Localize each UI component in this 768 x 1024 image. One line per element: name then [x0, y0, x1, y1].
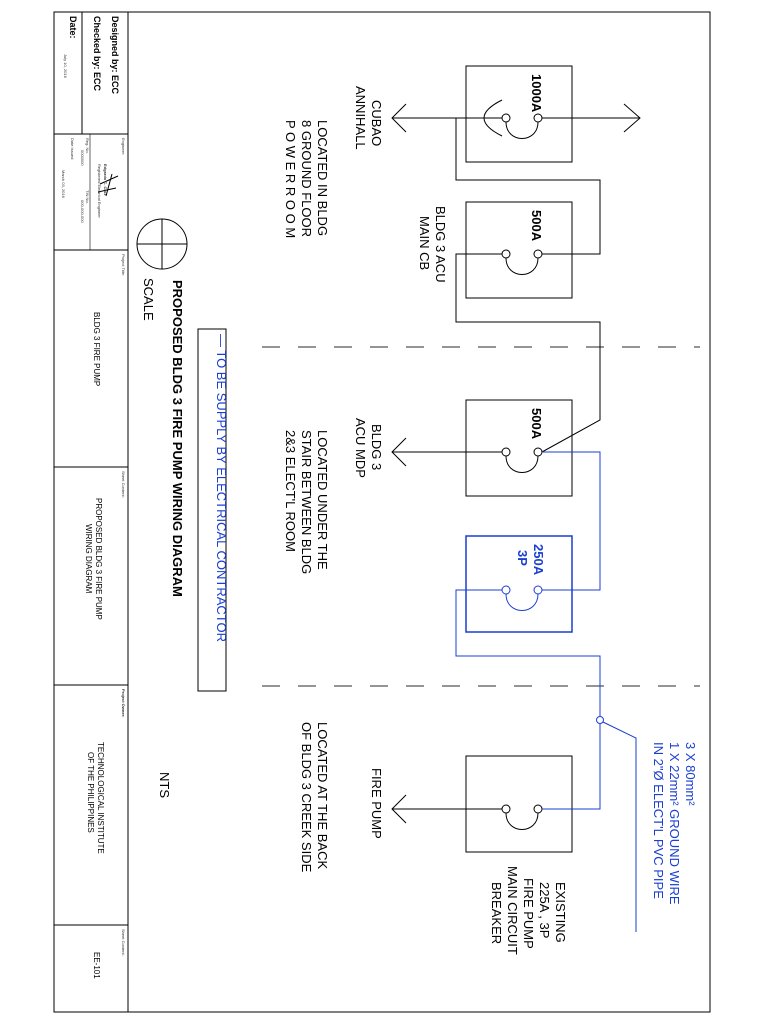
issued-value: March 03, 2016	[61, 170, 66, 198]
sheet-no-caption: Sheet Content:	[121, 929, 126, 956]
label-fire-pump: FIRE PUMP	[369, 768, 384, 839]
owner-line2: OF THE PHILIPPINES	[86, 752, 95, 833]
wire-1000a-to-500a	[456, 118, 600, 254]
wire-spec-line: 3 X 80mm²	[683, 742, 698, 806]
tin-value: 000-000-000	[80, 200, 85, 223]
breaker-box-fire-pump	[466, 756, 572, 852]
wire-mdp-to-250a	[542, 452, 600, 590]
engineer-block	[61, 134, 126, 250]
label-acu-mdp: ACU MDP	[353, 418, 368, 478]
existing-line: FIRE PUMP	[521, 878, 536, 949]
breaker-box-1000a	[466, 66, 572, 162]
label-bldg3: BLDG 3	[369, 424, 384, 471]
location-power-room	[283, 120, 330, 238]
location-line: STAIR BETWEEN BLDG	[299, 430, 314, 575]
breaker-box-500a-main	[466, 202, 572, 298]
existing-line: EXISTING	[553, 882, 568, 943]
owner-caption: Project Owner:	[121, 689, 126, 718]
label-annihall: ANNIHALL	[353, 86, 368, 150]
rating-500a-mdp: 500A	[529, 408, 544, 440]
sheet-content-caption: Sheet Content:	[121, 471, 126, 498]
owner-line1: TECHNOLOGICAL INSTITUTE	[96, 742, 105, 854]
breaker-contact	[534, 586, 542, 594]
breaker-contact	[502, 448, 510, 456]
rating-250a: 250A	[531, 544, 546, 576]
title-block-border	[54, 12, 128, 1012]
location-line: LOCATED UNDER THE	[315, 430, 330, 570]
breaker-arc	[506, 456, 538, 473]
designed-by: Designed by: ECC	[110, 16, 120, 95]
diagram-title: PROPOSED BLDG 3 FIRE PUMP WIRING DIAGRAM	[170, 280, 185, 597]
location-line: OF BLDG 3 CREEK SIDE	[299, 722, 314, 873]
label-main-cb: MAIN CB	[417, 216, 432, 271]
legend-text: — TO BE SUPPLY BY ELECTRICAL CONTRACTOR	[214, 334, 229, 642]
date-value: July 10, 2016	[63, 54, 68, 78]
engineer-name: Edgardo C. Cruz	[103, 164, 108, 196]
breaker-arc	[506, 813, 538, 830]
label-existing-breaker	[489, 866, 568, 955]
label-wire-spec	[651, 742, 698, 905]
rating-3p: 3P	[515, 550, 530, 566]
location-line: P O W E R R O O M	[283, 120, 298, 239]
breaker-arc	[506, 122, 538, 139]
breaker-contact	[534, 250, 542, 258]
location-line: 8 GROUND FLOOR	[299, 120, 314, 238]
breaker-contact	[502, 805, 510, 813]
label-bldg3-acu: BLDG 3 ACU	[433, 206, 448, 283]
breaker-arc	[506, 594, 538, 611]
scale-label: SCALE	[141, 278, 156, 321]
date-label: Date:	[68, 16, 78, 39]
conduit-marker	[597, 717, 604, 724]
nts-label: NTS	[157, 772, 172, 798]
existing-line: 225A , 3P	[537, 882, 552, 939]
wire-spec-line: IN 2"Ø ELECT'L PVC PIPE	[651, 742, 666, 899]
tin-caption: TIN No.	[85, 190, 90, 204]
issued-caption: Date Issued	[70, 138, 75, 160]
breaker-contact	[534, 114, 542, 122]
breaker-contact	[534, 805, 542, 813]
existing-line: MAIN CIRCUIT	[505, 866, 520, 955]
breaker-contact	[534, 448, 542, 456]
wire-spec-line: 1 X 22mm² GROUND WIRE	[667, 742, 682, 905]
checked-by: Checked by: ECC	[92, 16, 102, 92]
location-creek	[299, 722, 330, 873]
sheet-border	[54, 12, 710, 1012]
breaker-contact	[502, 114, 510, 122]
location-line: LOCATED AT THE BACK	[315, 722, 330, 870]
sheet-content-line2: WIRING DIAGRAM	[84, 524, 93, 594]
engineer-sub: Registered Electrical Engineer	[97, 164, 102, 218]
location-stair	[283, 430, 330, 574]
scale-symbol	[137, 219, 187, 269]
reg-no-value: 0000000	[80, 150, 85, 166]
project-title: BLDG 3 FIRE PUMP	[92, 312, 101, 387]
engineer-caption: Engineer:	[121, 138, 126, 156]
project-title-caption: Project Title:	[121, 254, 126, 277]
breaker-arc	[506, 258, 538, 275]
reg-no-caption: Reg. No.	[85, 138, 90, 154]
location-line: 2&3 ELECT'L ROOM	[283, 430, 298, 552]
wire-500a-to-mdp	[456, 254, 600, 452]
sheet-content-line1: PROPOSED BLDG 3 FIRE PUMP	[94, 498, 103, 620]
rating-500a-main: 500A	[529, 210, 544, 242]
breaker-box-500a-mdp	[466, 400, 572, 496]
wire-250a-to-fire-pump	[456, 590, 600, 809]
breaker-contact	[502, 586, 510, 594]
sheet-number: EE-101	[92, 952, 101, 979]
existing-line: BREAKER	[489, 882, 504, 945]
rating-1000a: 1000A	[529, 74, 544, 113]
wire-spec-leader	[603, 722, 636, 742]
breaker-contact	[502, 250, 510, 258]
label-cubao: CUBAO	[369, 100, 384, 147]
location-line: LOCATED IN BLDG	[315, 120, 330, 237]
